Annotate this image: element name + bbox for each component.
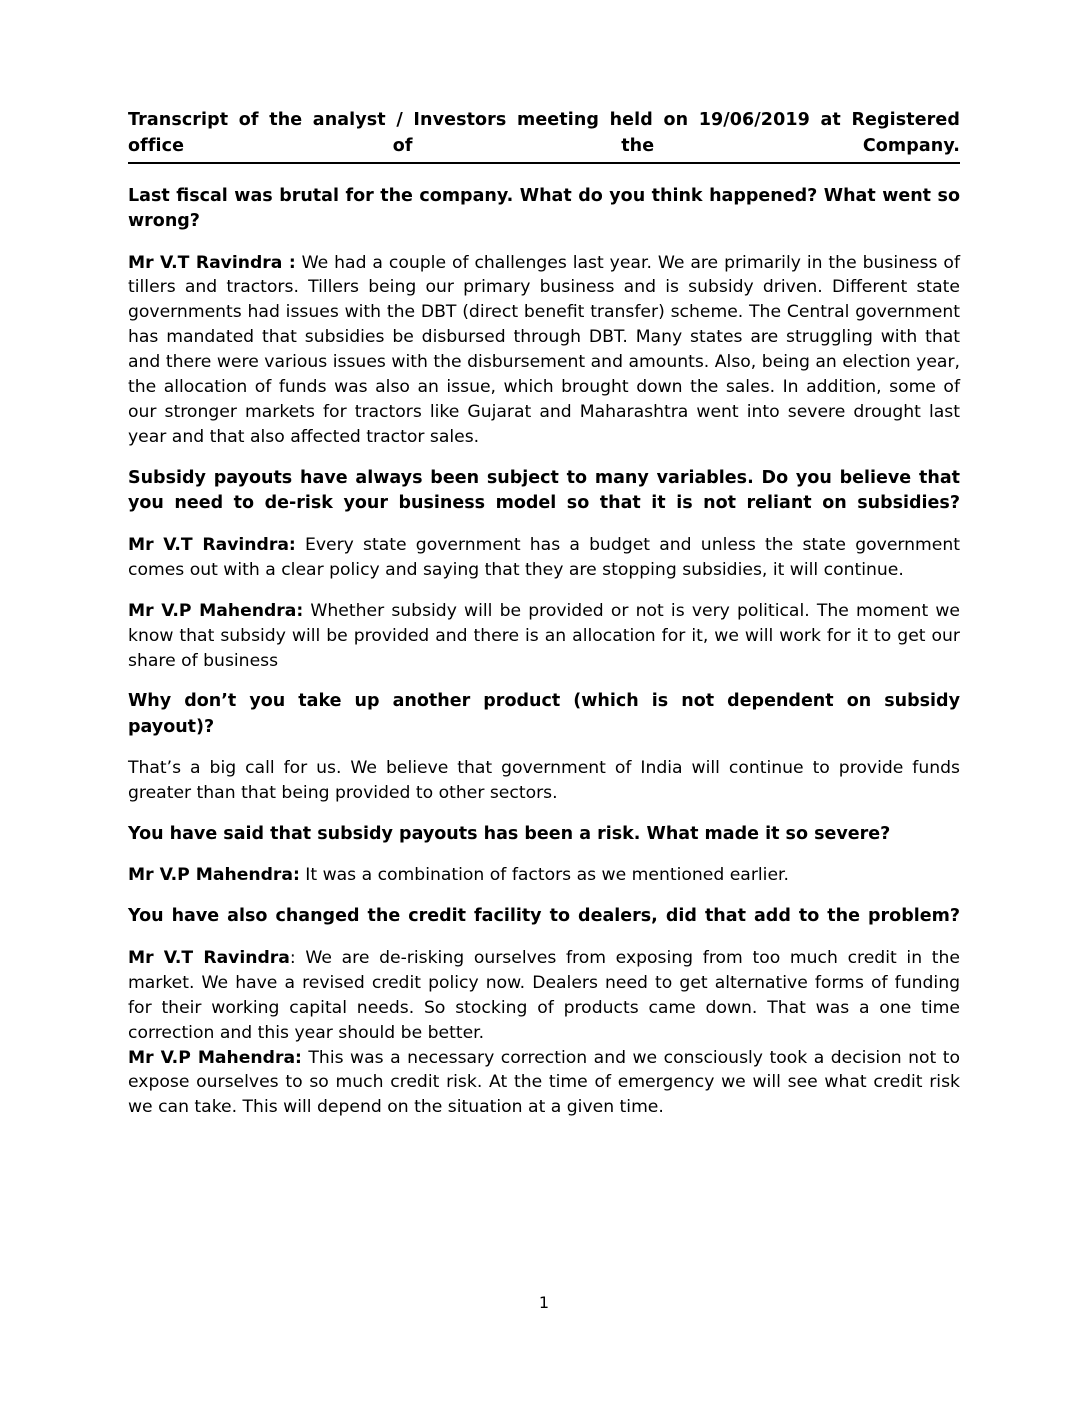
answer-paragraph-5 [128, 863, 960, 888]
answer-paragraph-1 [128, 251, 960, 451]
answer-paragraph-4 [128, 756, 960, 806]
page-title: Transcript of the analyst / Investors meeting held on 19/06/2019 at Registered office of the Company. [128, 108, 960, 164]
speaker-label: Mr V.P Mahendra: [128, 600, 304, 621]
answer-paragraph-2 [128, 533, 960, 583]
speaker-label: Mr V.P Mahendra: [128, 1047, 302, 1068]
page-number: 1 [538, 1293, 550, 1312]
answer-text: That’s a big call for us. We believe that government of India will continue to provide funds greater than that being provided to other sectors. [128, 758, 960, 804]
answer-text: We had a couple of challenges last year. We are primarily in the business of tillers and tractors. Tillers being our primary business and is subsidy driven. Different state governments had issues with the DBT (direct benefit transfer) scheme. The Central government has mandated that subsidies be disbursed through DBT. Many states are struggling with that and there were various issues with the disbursement and amounts. Also, being an election year, the allocation of funds was also an issue, which brought down the sales. In addition, some of our stronger markets for tractors like Gujarat and Maharashtra went into severe drought last year and that also affected tractor sales. [128, 252, 960, 448]
question-heading-4: You have said that subsidy payouts has been a risk. What made it so severe? [128, 824, 891, 845]
answer-paragraph-3 [128, 599, 960, 674]
speaker-label: Mr V.T Ravindra: [128, 534, 296, 555]
answer-text: It was a combination of factors as we mentioned earlier. [299, 865, 789, 886]
answer-paragraph-6 [128, 946, 960, 1046]
question-heading-2: Subsidy payouts have always been subject to many variables. Do you believe that you need to de-risk your business model so that it is not reliant on subsidies? [128, 468, 960, 514]
speaker-label: Mr V.P Mahendra: [128, 865, 300, 886]
speaker-label: Mr V.T Ravindra : [128, 252, 296, 273]
answer-text: This was a necessary correction and we consciously took a decision not to expose ourselves to so much credit risk. At the time of emergency we will see what credit risk we can take. This will depend on the situation at a given time. [128, 1047, 960, 1118]
answer-text: : We are de-risking ourselves from exposing from too much credit in the market. We have a revised credit policy now. Dealers need to get alternative forms of funding for their working capital needs. So stocking of products came down. That was a one time correction and this year should be better. [128, 947, 960, 1043]
question-heading-1: Last fiscal was brutal for the company. What do you think happened? What went so wrong? [128, 185, 960, 232]
question-heading-5: You have also changed the credit facility to dealers, did that add to the problem? [128, 906, 960, 927]
answer-text: Whether subsidy will be provided or not is very political. The moment we know that subsidy will be provided and there is an allocation for it, we will work for it to get our share of business [128, 600, 960, 671]
answer-text: Every state government has a budget and unless the state government comes out with a clear policy and saying that they are stopping subsidies, it will continue. [128, 534, 960, 580]
speaker-label: Mr V.T Ravindra [128, 947, 290, 968]
answer-paragraph-7 [128, 1046, 960, 1121]
question-heading-3: Why don’t you take up another product (which is not dependent on subsidy payout)? [128, 691, 960, 737]
